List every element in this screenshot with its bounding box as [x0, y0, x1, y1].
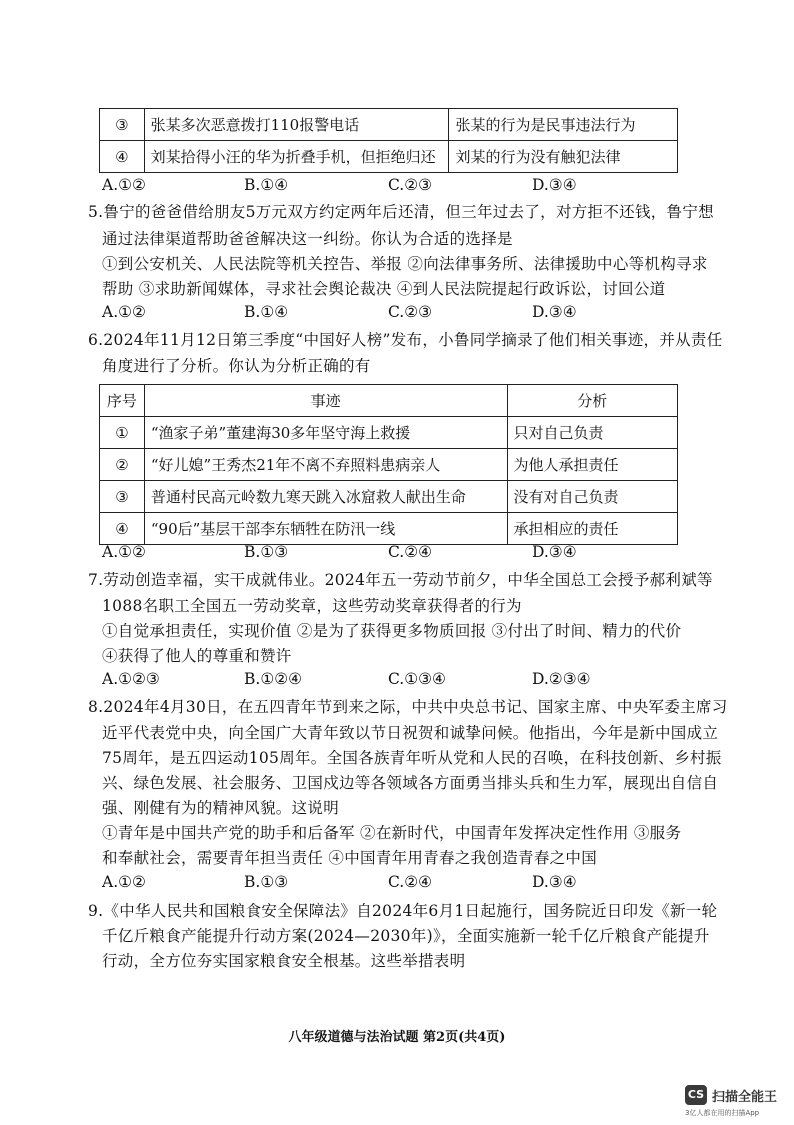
- table-header-row: [100, 385, 678, 417]
- camscanner-logo-icon: CS: [685, 1085, 707, 1105]
- option-b: B.①③: [244, 543, 289, 561]
- question-7-stem: 1088名职工全国五一劳动奖章，这些劳动奖章获得者的行为: [102, 597, 522, 615]
- question-9-stem: 行动，全方位夯实国家粮食安全根基。这些举措表明: [102, 952, 466, 970]
- row-number: ③: [100, 109, 145, 141]
- row-fact: 普通村民高元岭数九寒天跳入冰窟救人献出生命: [144, 481, 507, 513]
- question-6-stem: 6.2024年11月12日第三季度“中国好人榜”发布，小鲁同学摘录了他们相关事迹，并从责任: [88, 331, 723, 349]
- question-7-choices: ④获得了他人的尊重和赞许: [102, 647, 292, 665]
- question-5-stem: 5.鲁宁的爸爸借给朋友5万元双方约定两年后还清，但三年过去了，对方拒不还钱，鲁宁想: [88, 203, 714, 221]
- option-c: C.①③④: [388, 670, 446, 688]
- option-b: B.①③: [244, 873, 289, 891]
- row-judgement: 张某的行为是民事违法行为: [449, 109, 678, 141]
- row-number: ①: [100, 417, 145, 449]
- row-judgement: 刘某的行为没有触犯法律: [449, 141, 678, 173]
- question-6-table: [99, 384, 678, 545]
- table-row: [100, 141, 678, 173]
- option-c: C.②③: [388, 303, 433, 321]
- header-fact: 事迹: [144, 385, 507, 417]
- row-fact: 刘某拾得小汪的华为折叠手机，但拒绝归还: [144, 141, 449, 173]
- question-9-stem: 9.《中华人民共和国粮食安全保障法》自2024年6月1日起施行，国务院近日印发《新一轮: [88, 902, 718, 920]
- row-fact: 张某多次恶意拨打110报警电话: [144, 109, 449, 141]
- row-number: ④: [100, 513, 145, 545]
- question-5-choices: ①到公安机关、人民法院等机关控告、举报 ②向法律事务所、法律援助中心等机构寻求: [102, 255, 708, 273]
- option-b: B.①④: [244, 176, 289, 194]
- option-b: B.①②④: [244, 670, 303, 688]
- question-5-stem: 通过法律渠道帮助爸爸解决这一纠纷。你认为合适的选择是: [102, 230, 513, 248]
- header-number: 序号: [100, 385, 145, 417]
- question-7-stem: 7.劳动创造幸福，实干成就伟业。2024年五一劳动节前夕，中华全国总工会授予郝利斌等: [88, 571, 713, 589]
- option-a: A.①②: [102, 873, 146, 891]
- table-row: [100, 481, 678, 513]
- option-c: C.②④: [388, 543, 433, 561]
- row-analysis: 没有对自己负责: [507, 481, 677, 513]
- question-8-choices: 和奉献社会，需要青年担当责任 ④中国青年用青春之我创造青春之中国: [102, 849, 598, 867]
- row-analysis: 为他人承担责任: [507, 449, 677, 481]
- question-6-stem: 角度进行了分析。你认为分析正确的有: [102, 357, 371, 375]
- table-row: [100, 449, 678, 481]
- option-d: D.③④: [532, 873, 577, 891]
- question-9-stem: 千亿斤粮食产能提升行动方案(2024—2030年)》，全面实施新一轮千亿斤粮食产能提升: [102, 927, 710, 945]
- question-8-stem: 兴、绿色发展、社会服务、卫国戍边等各领域各方面勇当排头兵和生力军，展现出自信自: [102, 774, 719, 792]
- question-4-options: [102, 176, 577, 196]
- question-5-options: [102, 303, 577, 323]
- row-analysis: 只对自己负责: [507, 417, 677, 449]
- row-fact: “渔家子弟”董建海30多年坚守海上救援: [144, 417, 507, 449]
- option-c: C.②③: [388, 176, 433, 194]
- option-d: D.③④: [532, 543, 577, 561]
- row-analysis: 承担相应的责任: [507, 513, 677, 545]
- question-6-options: [102, 543, 577, 563]
- header-analysis: 分析: [507, 385, 677, 417]
- option-d: D.③④: [532, 303, 577, 321]
- question-7-choices: ①自觉承担责任，实现价值 ②是为了获得更多物质回报 ③付出了时间、精力的代价: [102, 622, 682, 640]
- option-a: A.①②: [102, 543, 146, 561]
- option-d: D.③④: [532, 176, 577, 194]
- question-8-stem: 强、刚健有为的精神风貌。这说明: [102, 799, 340, 817]
- option-b: B.①④: [244, 303, 289, 321]
- table-row: [100, 417, 678, 449]
- question-5-choices: 帮助 ③求助新闻媒体，寻求社会舆论裁决 ④到人民法院提起行政诉讼，讨回公道: [102, 280, 666, 298]
- question-8-stem: 近平代表党中央，向全国广大青年致以节日祝贺和诚挚问候。他指出，今年是新中国成立: [102, 724, 719, 742]
- question-8-stem: 8.2024年4月30日，在五四青年节到来之际，中共中央总书记、国家主席、中央军委主席习: [88, 698, 728, 716]
- question-8-options: [102, 873, 577, 893]
- option-c: C.②④: [388, 873, 433, 891]
- option-d: D.②③④: [532, 670, 591, 688]
- table-row: [100, 513, 678, 545]
- watermark-name: 扫描全能王: [712, 1090, 778, 1105]
- option-a: A.①②: [102, 176, 146, 194]
- question-8-stem: 75周年，是五四运动105周年。全国各族青年听从党和人民的召唤，在科技创新、乡村振: [102, 749, 722, 767]
- row-fact: “好儿媳”王秀杰21年不离不弃照料患病亲人: [144, 449, 507, 481]
- question-4-table: [99, 108, 678, 173]
- watermark-tagline: 3亿人都在用的扫描App: [685, 1109, 760, 1117]
- option-a: A.①②: [102, 303, 146, 321]
- row-number: ③: [100, 481, 145, 513]
- page-footer: 八年级道德与法治试题 第2页(共4页): [288, 1030, 506, 1045]
- option-a: A.①②③: [102, 670, 160, 688]
- row-number: ④: [100, 141, 145, 173]
- row-fact: “90后”基层干部李东牺牲在防汛一线: [144, 513, 507, 545]
- table-row: [100, 109, 678, 141]
- question-8-choices: ①青年是中国共产党的助手和后备军 ②在新时代，中国青年发挥决定性作用 ③服务: [102, 824, 682, 842]
- row-number: ②: [100, 449, 145, 481]
- question-7-options: [102, 670, 591, 690]
